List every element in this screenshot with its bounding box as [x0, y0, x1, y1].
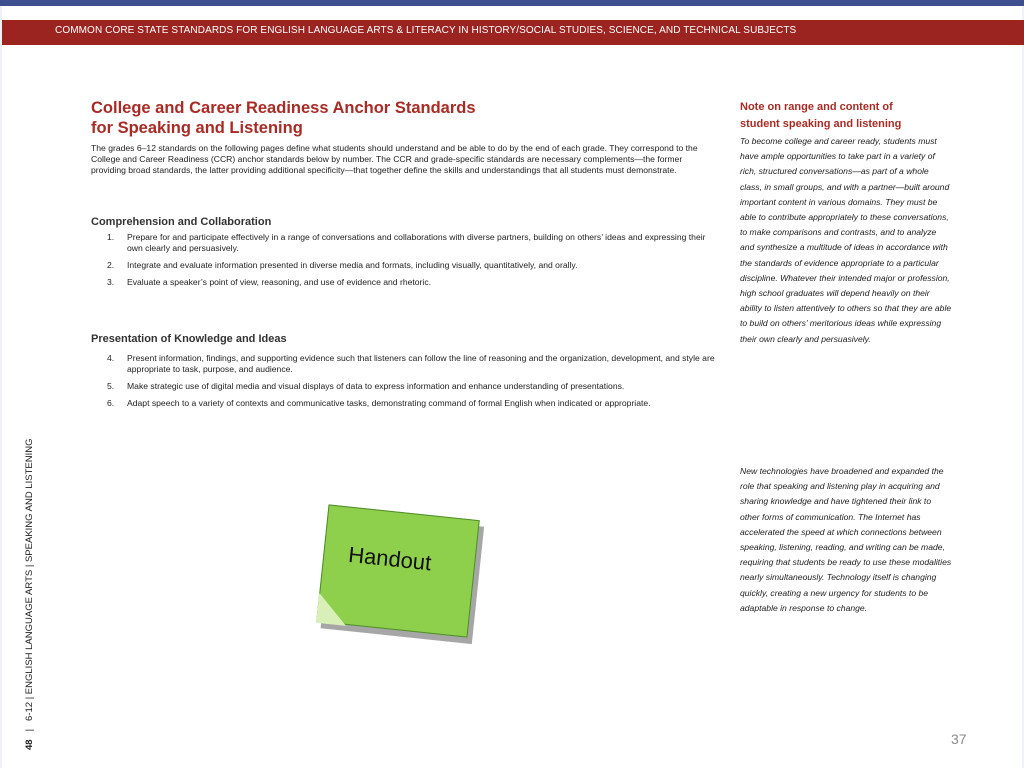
- side-note-paragraph-1: To become college and career ready, students must have ample opportunities to take part in a variety of rich, structured conversations—as part of a whole class, in small groups, and with a partner—built around important content in various domains. They must be able to contribute appropriately to these conversations, to make comparisons and contrasts, and to analyze and synthesize a multitude of ideas in accordance with the standards of evidence appropriate to a particular discipline. Whatever their intended major or profession, high school graduates will depend heavily on their ability to listen attentively to others so that they are able to build on others’ meritorious ideas while expressing their own clearly and persuasively.: [740, 136, 952, 344]
- standard-item: [91, 353, 721, 375]
- standard-text: Adapt speech to a variety of contexts and communicative tasks, demonstrating command of formal English when indicated or appropriate.: [127, 398, 651, 408]
- side-note-title-line1: Note on range and content of: [740, 101, 893, 113]
- standard-item: [91, 277, 721, 288]
- standard-number: 5.: [107, 381, 115, 391]
- footer-running-text: 6-12 | ENGLISH LANGUAGE ARTS | SPEAKING AND LISTENING: [24, 438, 35, 721]
- handout-sticky-note: [316, 504, 480, 637]
- standard-item: [91, 260, 721, 271]
- standard-number: 4.: [107, 353, 115, 363]
- header-band-text: COMMON CORE STATE STANDARDS FOR ENGLISH LANGUAGE ARTS & LITERACY IN HISTORY/SOCIAL STUDIES, SCIENCE, AND TECHNICAL SUBJECTS: [55, 25, 797, 36]
- standard-item: [91, 232, 721, 254]
- standard-item: [91, 381, 721, 392]
- standard-number: 1.: [107, 232, 115, 242]
- standard-text: Evaluate a speaker’s point of view, reasoning, and use of evidence and rhetoric.: [127, 277, 431, 287]
- standards-list-presentation: [91, 353, 721, 415]
- side-note-title-line2: student speaking and listening: [740, 118, 902, 130]
- header-band: [2, 20, 1024, 45]
- standard-number: 2.: [107, 260, 115, 270]
- standards-list-comprehension: [91, 232, 721, 294]
- page-title-line1: College and Career Readiness Anchor Standards: [91, 99, 476, 117]
- intro-paragraph: The grades 6–12 standards on the following pages define what students should understand and be able to do by the end of each grade. They correspond to the College and Career Readiness (CCR) anchor standards below by number. The CCR and grade-specific standards are necessary complements—the former providing broad standards, the latter providing additional specificity—that together define the skills and understandings that all students must demonstrate.: [91, 143, 698, 175]
- document-page-number: 48: [24, 739, 35, 750]
- standard-text: Integrate and evaluate information presented in diverse media and formats, including visually, quantitatively, and orally.: [127, 260, 578, 270]
- handout-note-body: [316, 504, 480, 637]
- document-page: [2, 6, 1022, 768]
- handout-label: Handout: [347, 541, 433, 576]
- standard-text: Present information, findings, and supporting evidence such that listeners can follow the line of reasoning and the organization, development, and style are appropriate to task, purpose, and audience.: [127, 353, 715, 374]
- vertical-footer: [24, 438, 35, 750]
- side-note-title: [740, 99, 955, 133]
- standard-text: Prepare for and participate effectively in a range of conversations and collaborations with diverse partners, building on others’ ideas and expressing their own clearly and persuasively.: [127, 232, 706, 253]
- section-heading-presentation: Presentation of Knowledge and Ideas: [91, 333, 287, 345]
- page-title: [91, 98, 571, 138]
- page-title-line2: for Speaking and Listening: [91, 119, 303, 137]
- section-heading-comprehension: Comprehension and Collaboration: [91, 216, 272, 228]
- side-note-paragraph-2: New technologies have broadened and expanded the role that speaking and listening play in acquiring and sharing knowledge and have tightened their link to other forms of communication. The Internet has accelerated the speed at which connections between speaking, listening, reading, and writing can be made, requiring that students be ready to use these modalities nearly simultaneously. Technology itself is changing quickly, creating a new urgency for students to be adaptable in response to change.: [740, 466, 952, 613]
- standard-text: Make strategic use of digital media and visual displays of data to express information and enhance understanding of presentations.: [127, 381, 625, 391]
- standard-number: 6.: [107, 398, 115, 408]
- footer-separator: |: [24, 728, 35, 732]
- standard-item: [91, 398, 721, 409]
- standard-number: 3.: [107, 277, 115, 287]
- folded-corner-icon: [316, 593, 349, 626]
- slide-number: 37: [951, 731, 967, 747]
